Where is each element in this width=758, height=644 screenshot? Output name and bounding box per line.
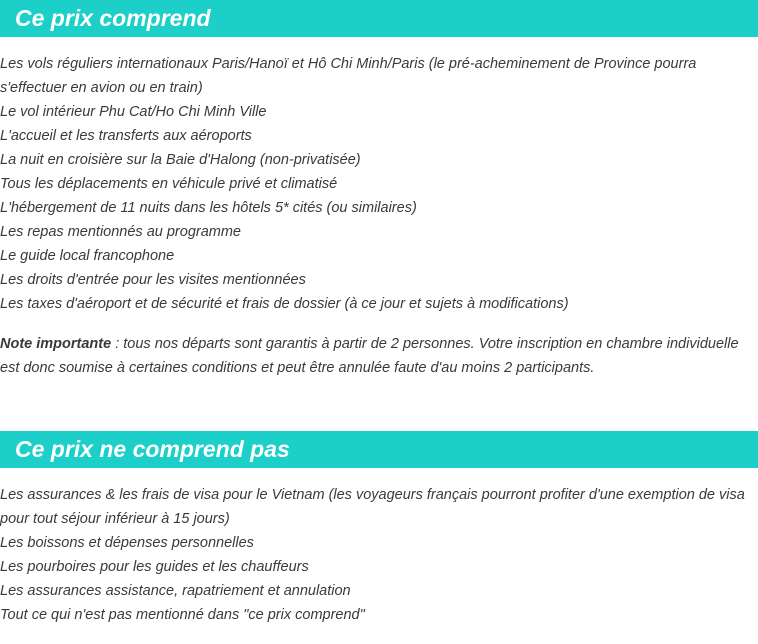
list-item: Le guide local francophone xyxy=(0,248,175,264)
list-item: Les taxes d'aéroport et de sécurité et frais de dossier (à ce jour et sujets à modifications) xyxy=(0,296,569,312)
list-item: Les vols réguliers internationaux Paris/Hanoï et Hô Chi Minh/Paris (le pré-acheminement de Province pourra s'effectuer en avion ou en train) xyxy=(0,56,697,96)
list-item: Les assurances & les frais de visa pour le Vietnam (les voyageurs français pourront profiter d'une exemption de visa pour tout séjour inférieur à 15 jours) xyxy=(0,487,745,527)
note-label: Note importante xyxy=(0,336,112,352)
list-item: L'hébergement de 11 nuits dans les hôtels 5* cités (ou similaires) xyxy=(0,200,417,216)
list-item: Le vol intérieur Phu Cat/Ho Chi Minh Ville xyxy=(0,104,267,120)
list-item: Les pourboires pour les guides et les chauffeurs xyxy=(0,559,309,575)
note-text: : tous nos départs sont garantis à partir de 2 personnes. Votre inscription en chambre individuelle est donc soumise à certaines conditions et peut être annulée faute d'au moins 2 participants. xyxy=(0,336,739,376)
list-item: Les droits d'entrée pour les visites mentionnées xyxy=(0,272,306,288)
included-list xyxy=(0,52,758,316)
excluded-section-heading: Ce prix ne comprend pas xyxy=(0,431,758,468)
excluded-list xyxy=(0,483,758,627)
important-note xyxy=(0,332,758,380)
list-item: L'accueil et les transferts aux aéroports xyxy=(0,128,252,144)
included-section-heading: Ce prix comprend xyxy=(0,0,758,37)
list-item: La nuit en croisière sur la Baie d'Halong (non-privatisée) xyxy=(0,152,361,168)
list-item: Les assurances assistance, rapatriement et annulation xyxy=(0,583,351,599)
list-item: Les boissons et dépenses personnelles xyxy=(0,535,254,551)
list-item: Les repas mentionnés au programme xyxy=(0,224,241,240)
list-item: Tous les déplacements en véhicule privé et climatisé xyxy=(0,176,338,192)
list-item: Tout ce qui n'est pas mentionné dans "ce prix comprend" xyxy=(0,607,365,623)
